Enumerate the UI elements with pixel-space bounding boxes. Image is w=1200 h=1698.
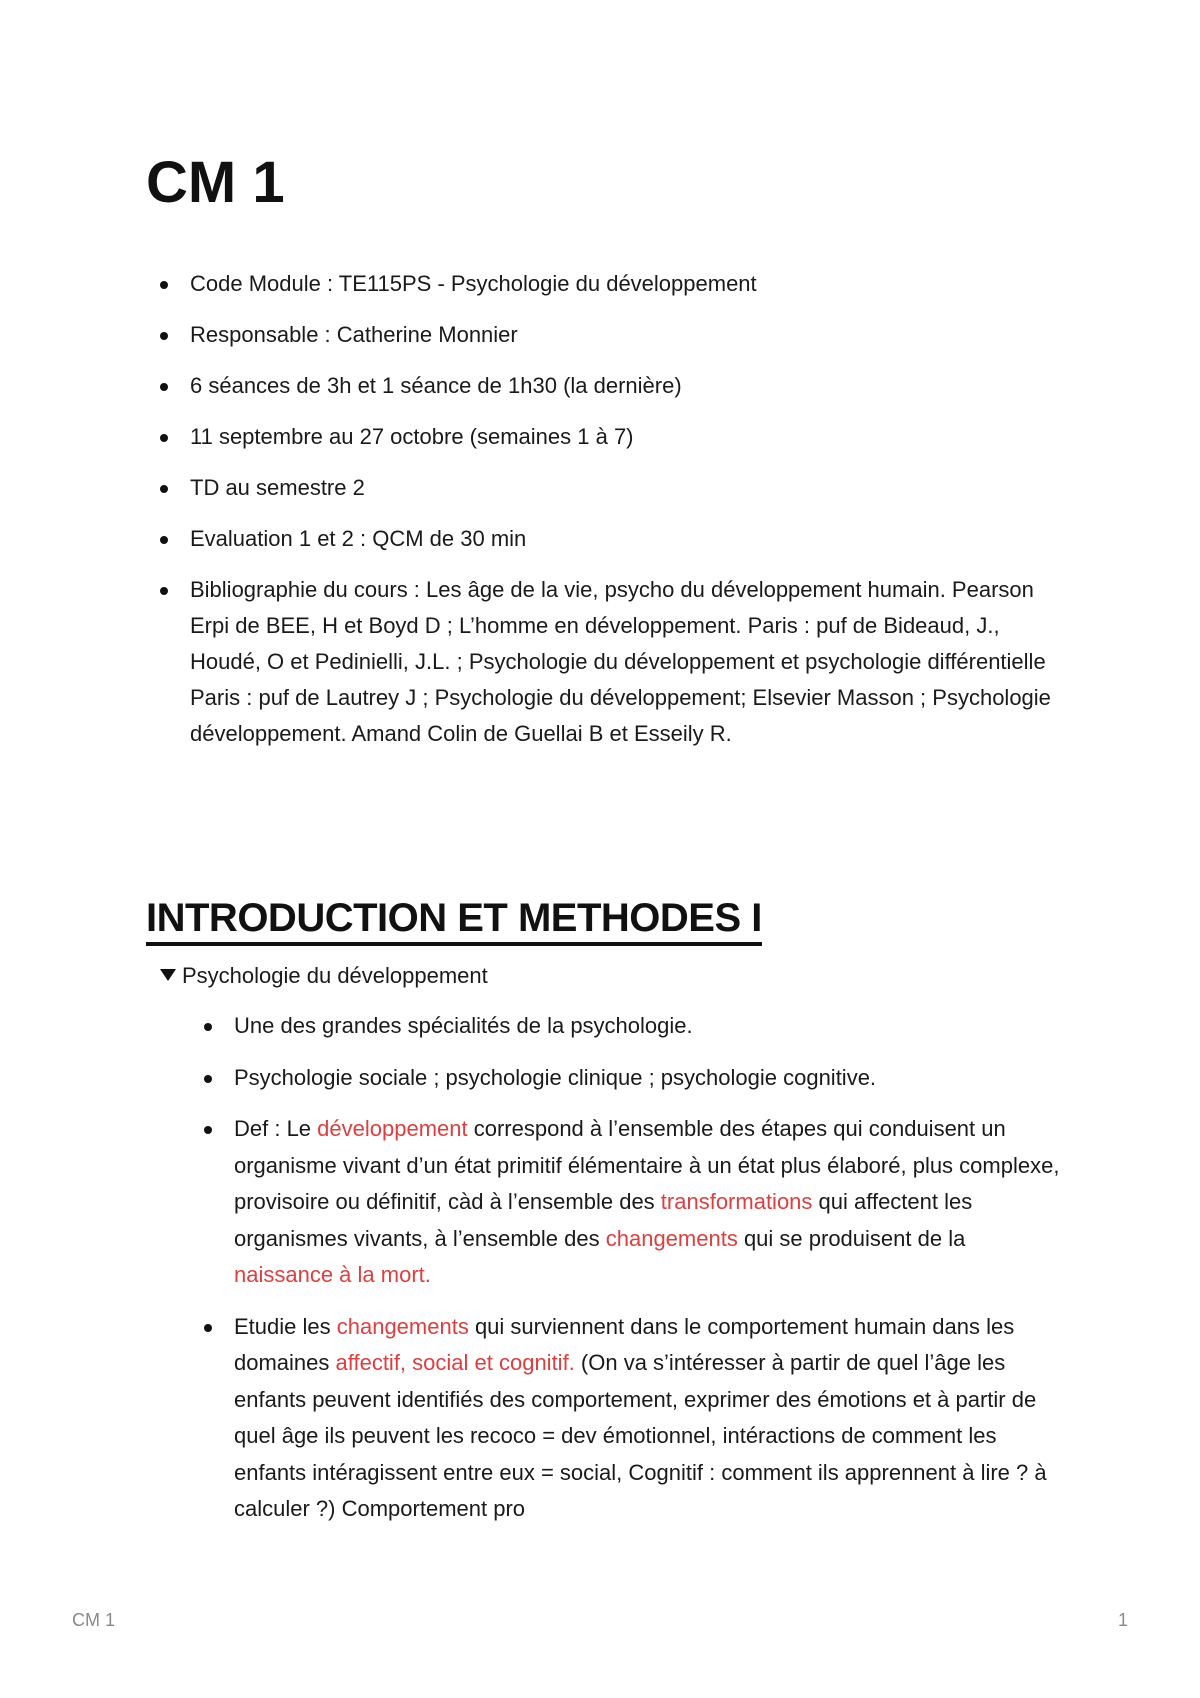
list-item-branches: Psychologie sociale ; psychologie clinique ; psychologie cognitive.: [190, 1060, 1070, 1097]
list-item-etudie: [190, 1309, 1070, 1528]
toggle-triangle-icon[interactable]: [160, 969, 176, 981]
toggle-content-list: [190, 1008, 1070, 1543]
toggle-label: Psychologie du développement: [182, 963, 488, 988]
definition-text: qui se produisent de la: [737, 1225, 966, 1251]
list-item-definition: [190, 1111, 1070, 1294]
list-item-bibliographie: Bibliographie du cours : Les âge de la vie, psycho du développement humain. Pearson Erpi de BEE, H et Boyd D ; L’homme en développement. Paris : puf de Bideaud, J., Houdé, O et Pedinielli, J.L. ; Psychologie du développement et psychologie différentielle Paris : puf de Lautrey J ; Psychologie du développement; Elsevier Masson ; Psychologie développement. Amand Colin de Guellai B et Esseily R.: [146, 572, 1076, 752]
toggle-block[interactable]: [160, 958, 488, 994]
list-item-evaluation: Evaluation 1 et 2 : QCM de 30 min: [146, 521, 1076, 557]
page-title: CM 1: [146, 150, 285, 215]
etudie-text: qui surviennent dans le comportement humain dans les domaines: [234, 1313, 1015, 1375]
etudie-text: Etudie les: [234, 1313, 337, 1339]
definition-text: correspond à l’ensemble des étapes qui conduisent un organisme vivant d’un état primitif élémentaire à un état plus élaboré, plus complexe, provisoire ou définitif, càd à l’ensemble des: [234, 1116, 1060, 1214]
list-item-code-module: Code Module : TE115PS - Psychologie du développement: [146, 266, 1076, 302]
highlight-developpement: développement: [317, 1116, 468, 1141]
section-heading: INTRODUCTION ET METHODES I: [146, 895, 762, 946]
list-item-dates: 11 septembre au 27 octobre (semaines 1 à 7): [146, 419, 1076, 455]
etudie-text: (On va s’intéresser à partir de quel l’âge les enfants peuvent identifiés des comportement, exprimer des émotions et à partir de quel âge ils peuvent les recoco = dev émotionnel, intéractions de comment les enfants intéragissent entre eux = social, Cognitif : comment ils apprennent à lire ? à calculer ?) Comportement pro: [234, 1350, 1047, 1521]
definition-text: Def : Le: [234, 1116, 318, 1141]
list-item-td: TD au semestre 2: [146, 470, 1076, 506]
definition-text: qui affectent les organismes vivants, à l’ensemble des: [234, 1189, 973, 1251]
list-item-responsable: Responsable : Catherine Monnier: [146, 317, 1076, 353]
course-info-list: [146, 266, 1076, 767]
footer-title: CM 1: [72, 1610, 116, 1630]
highlight-domaines: affectif, social et cognitif.: [335, 1350, 575, 1375]
highlight-changements: changements: [336, 1313, 469, 1339]
list-item-seances: 6 séances de 3h et 1 séance de 1h30 (la dernière): [146, 368, 1076, 404]
highlight-naissance-mort: naissance à la mort.: [234, 1262, 431, 1287]
page-number: 1: [1117, 1610, 1128, 1630]
highlight-changements: changements: [605, 1225, 738, 1251]
highlight-transformations: transformations: [660, 1189, 813, 1214]
list-item-specialite: Une des grandes spécialités de la psychologie.: [190, 1008, 1070, 1045]
